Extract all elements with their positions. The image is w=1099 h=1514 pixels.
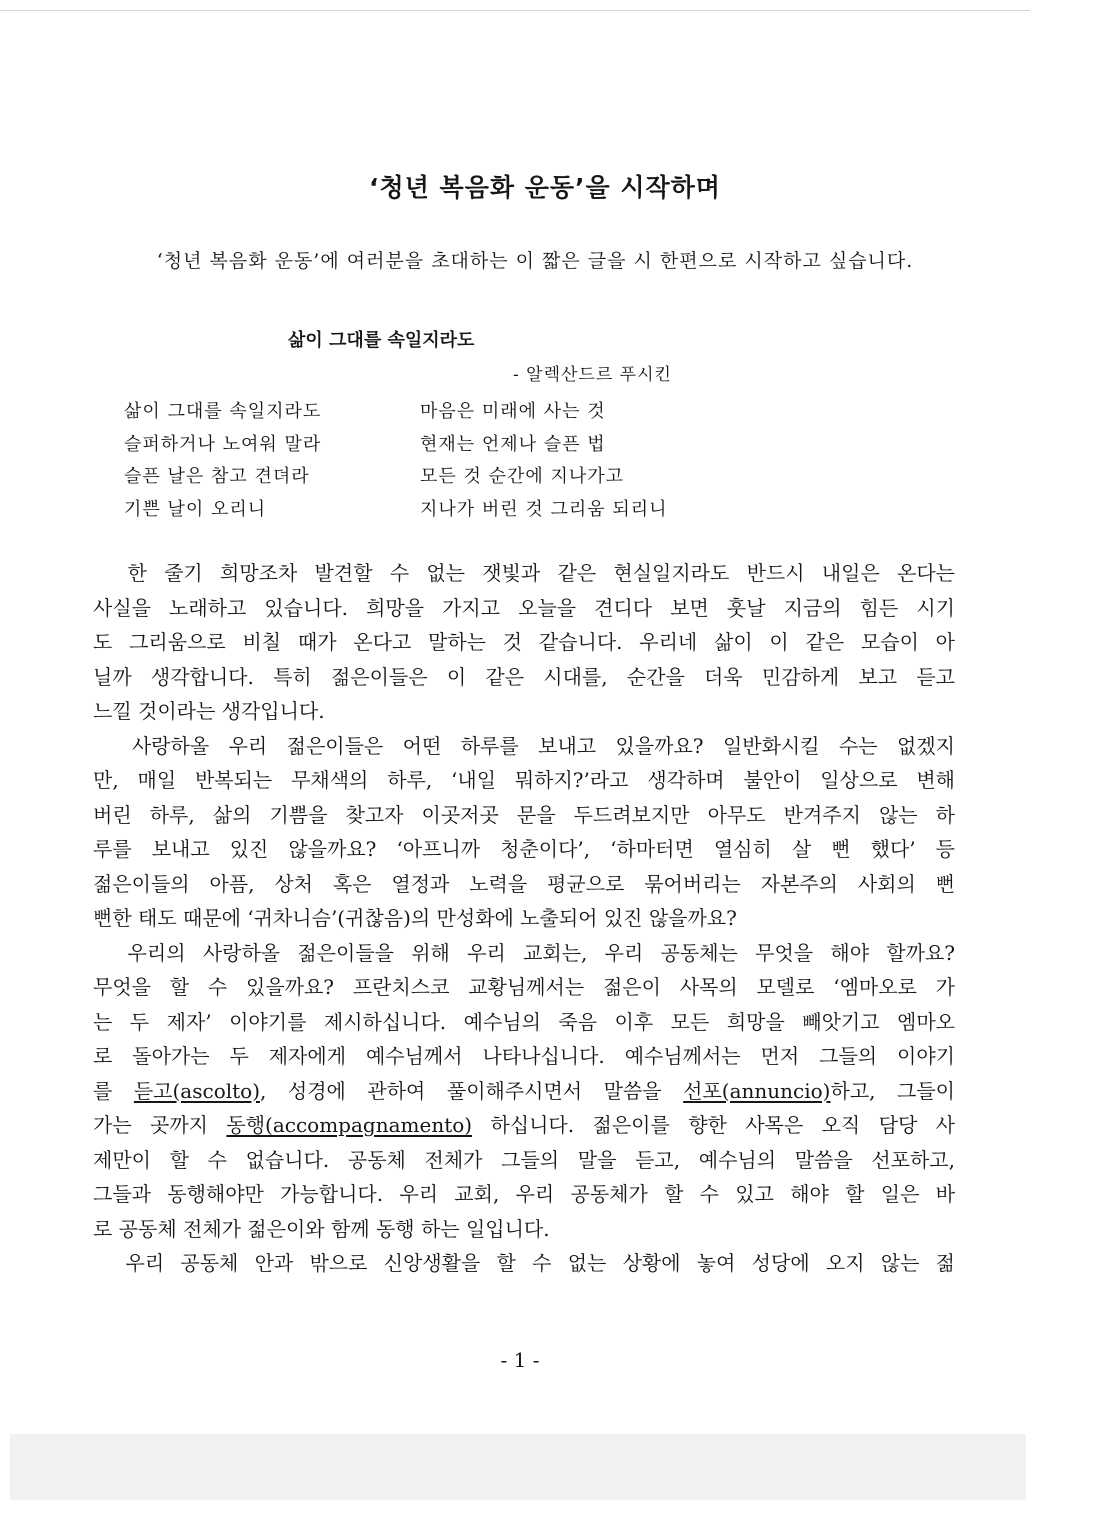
body-text-run: 하고, 그들이 bbox=[830, 1078, 955, 1103]
body-line: 로 공동체 전체가 젊은이와 함께 동행 하는 일입니다. bbox=[93, 1216, 550, 1241]
body-line: 그들과 동행해야만 가능합니다. 우리 교회, 우리 공동체가 할 수 있고 해야 할 일은 바 bbox=[93, 1182, 955, 1206]
body-text bbox=[93, 556, 955, 1281]
body-line: 닐까 생각합니다. 특히 젊은이들은 이 같은 시대를, 순간을 더욱 민감하게 보고 듣고 bbox=[93, 664, 955, 689]
poem-line: 모든 것 순간에 지나가고 bbox=[420, 466, 625, 487]
poem-line: 슬퍼하거나 노여워 말라 bbox=[124, 433, 322, 455]
body-line bbox=[93, 1108, 955, 1143]
body-line: 사실을 노래하고 있습니다. 희망을 가지고 오늘을 견디다 보면 훗날 지금의 힘든 시기 bbox=[93, 595, 955, 620]
body-line: 루를 보내고 있진 않을까요? ‘아프니까 청춘이다’, ‘하마터면 열심히 살 뻔 했다’ 등 bbox=[93, 837, 955, 861]
document-title: ‘청년 복음화 운동’을 시작하며 bbox=[369, 173, 721, 202]
page-number: - 1 - bbox=[500, 1348, 540, 1372]
poem-line: 기쁜 날이 오리니 bbox=[124, 498, 267, 520]
body-text-run: , 성경에 관하여 풀이해주시면서 말씀을 bbox=[260, 1078, 684, 1103]
poem-line: 마음은 미래에 사는 것 bbox=[420, 401, 606, 422]
poem-line: 지나가 버린 것 그리움 되리니 bbox=[420, 498, 668, 520]
body-line: 한 줄기 희망조차 발견할 수 없는 잿빛과 같은 현실일지라도 반드시 내일은 온다는 bbox=[93, 561, 955, 585]
body-text-run: 하십니다. 젊은이를 향한 사목은 오직 담당 사 bbox=[472, 1113, 955, 1137]
body-line: 우리 공동체 안과 밖으로 신앙생활을 할 수 없는 상황에 놓여 성당에 오지 않는 젊 bbox=[93, 1251, 955, 1275]
body-line: 우리의 사랑하올 젊은이들을 위해 우리 교회는, 우리 공동체는 무엇을 해야 할까요? bbox=[93, 940, 955, 965]
underlined-term-annuncio: 선포(annuncio) bbox=[683, 1078, 831, 1103]
body-line: 사랑하올 우리 젊은이들은 어떤 하루를 보내고 있을까요? 일반화시킬 수는 없겠지 bbox=[93, 733, 955, 758]
body-line: 느낄 것이라는 생각입니다. bbox=[93, 699, 325, 723]
body-line bbox=[93, 1074, 955, 1109]
scan-bottom-band bbox=[10, 1434, 1026, 1500]
poem-line: 슬픈 날은 참고 견뎌라 bbox=[124, 466, 310, 487]
underlined-term-ascolto: 듣고(ascolto) bbox=[133, 1078, 261, 1103]
body-line: 로 돌아가는 두 제자에게 예수님께서 나타나십니다. 예수님께서는 먼저 그들의 이야기 bbox=[93, 1044, 955, 1068]
poem-right-column bbox=[420, 396, 668, 526]
body-line: 젊은이들의 아픔, 상처 혹은 열정과 노력을 평균으로 묶어버리는 자본주의 사회의 뻔 bbox=[93, 871, 955, 896]
poem-author: - 알렉산드르 푸시킨 bbox=[513, 365, 672, 385]
poem-left-column bbox=[124, 396, 321, 526]
top-rule bbox=[0, 10, 1030, 11]
poem-line: 삶이 그대를 속일지라도 bbox=[124, 401, 322, 422]
intro-paragraph: ‘청년 복음화 운동’에 여러분을 초대하는 이 짧은 글을 시 한편으로 시작하고 싶습니다. bbox=[156, 250, 914, 272]
body-line: 만, 매일 반복되는 무채색의 하루, ‘내일 뭐하지?’라고 생각하며 불안이 일상으로 변해 bbox=[93, 768, 955, 792]
body-line: 버린 하루, 삶의 기쁨을 찾고자 이곳저곳 문을 두드려보지만 아무도 반겨주지 않는 하 bbox=[93, 802, 955, 827]
body-line: 도 그리움으로 비칠 때가 온다고 말하는 것 같습니다. 우리네 삶이 이 같은 모습이 아 bbox=[93, 630, 955, 654]
body-text-run: 를 bbox=[93, 1078, 134, 1103]
poem-title: 삶이 그대를 속일지라도 bbox=[288, 330, 475, 351]
body-line: 뻔한 태도 때문에 ‘귀차니슴’(귀찮음)의 만성화에 노출되어 있진 않을까요? bbox=[93, 906, 737, 930]
body-line: 는 두 제자’ 이야기를 제시하십니다. 예수님의 죽음 이후 모든 희망을 빼앗기고 엠마오 bbox=[93, 1009, 955, 1034]
underlined-term-accompagnamento: 동행(accompagnamento) bbox=[226, 1113, 473, 1137]
body-line: 제만이 할 수 없습니다. 공동체 전체가 그들의 말을 듣고, 예수님의 말씀을 선포하고, bbox=[93, 1147, 955, 1172]
body-line: 무엇을 할 수 있을까요? 프란치스코 교황님께서는 젊은이 사목의 모델로 ‘엠마오로 가 bbox=[93, 975, 955, 999]
body-text-run: 가는 곳까지 bbox=[93, 1113, 227, 1137]
poem-line: 현재는 언제나 슬픈 법 bbox=[420, 433, 606, 455]
